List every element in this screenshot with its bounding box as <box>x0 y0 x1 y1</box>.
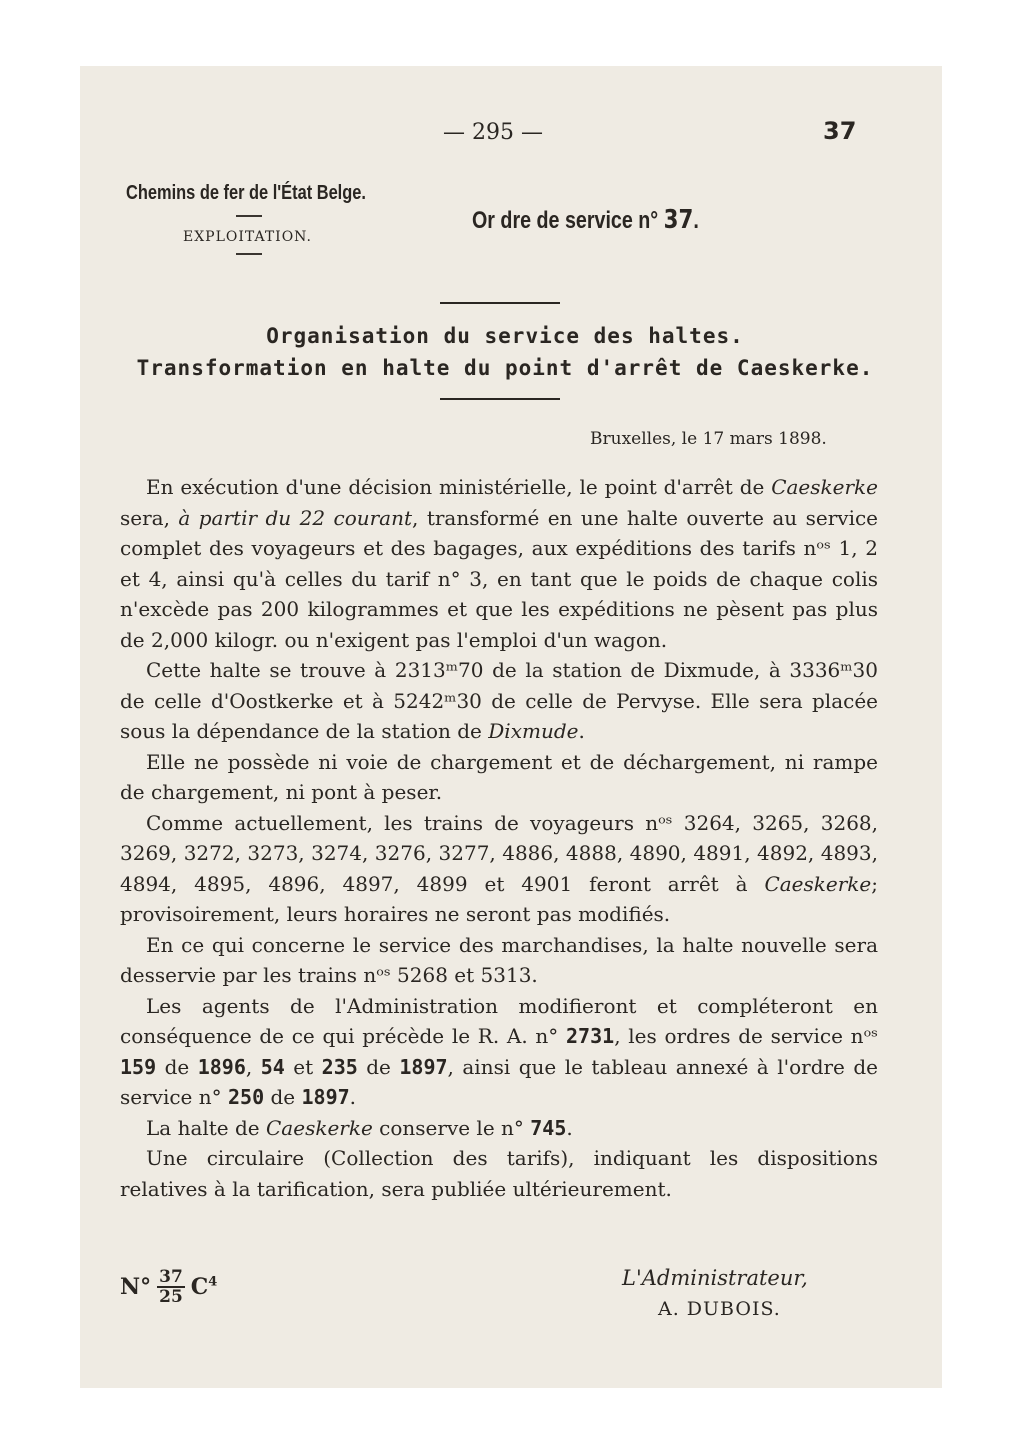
text-run: sera, <box>120 505 179 530</box>
order-number: 37 <box>663 205 694 235</box>
title-line-2: Transformation en halte du point d'arrêt de Caeskerke. <box>136 356 874 380</box>
reference-year: 1896 <box>197 1054 246 1079</box>
title-rule-top <box>440 302 560 304</box>
reference-number: 2731 <box>566 1024 615 1048</box>
signatory-name: A. DUBOIS. <box>658 1298 781 1320</box>
body-text <box>120 472 878 1204</box>
page-number: — 295 — <box>443 120 543 145</box>
order-label: Or dre de service n° <box>472 207 659 234</box>
reference-code <box>120 1268 217 1306</box>
signatory-title: L'Administrateur, <box>622 1266 808 1290</box>
text-run: En exécution d'une décision ministérielle, le point d'arrêt de <box>146 475 772 499</box>
text-run: La halte de <box>146 1115 266 1140</box>
reference-suffix <box>191 1274 218 1300</box>
effective-date: à partir du 22 courant <box>178 505 413 530</box>
fraction-denominator: 25 <box>159 1287 183 1307</box>
place-name: Dixmude <box>488 719 579 743</box>
text-run: ; provisoirement, leurs horaires ne seront pas modifiés. <box>120 871 878 926</box>
text-run: et <box>284 1054 322 1079</box>
paragraph-1 <box>120 472 878 655</box>
fraction-numerator: 37 <box>159 1267 183 1287</box>
paragraph-4 <box>120 808 878 930</box>
reference-number: 235 <box>321 1054 358 1079</box>
text-run: . <box>578 719 585 743</box>
text-run: , transformé en une halte ouverte au service complet des voyageurs et des bagages, aux expéditions des tarifs nᵒˢ 1, 2 et 4, ainsi qu'à celles du tarif n° 3, en tant que le poids de chaque colis n'excède pas 200 kilogrammes et que les expéditions ne pèsent pas plus de 2,000 kilogr. ou n'exigent pas l'emploi d'un wagon. <box>120 505 878 652</box>
organization-name: Chemins de fer de l'État Belge. <box>126 182 366 204</box>
paragraph-5: En ce qui concerne le service des marchandises, la halte nouvelle sera desservie par les trains nᵒˢ 5268 et 5313. <box>120 932 878 987</box>
reference-number: 159 <box>120 1054 157 1079</box>
paragraph-8: Une circulaire (Collection des tarifs), indiquant les dispositions relatives à la tarification, sera publiée ultérieurement. <box>120 1146 878 1201</box>
title-rule-bottom <box>440 398 560 400</box>
text-run: de <box>357 1054 400 1079</box>
title-line-1: Organisation du service des haltes. <box>266 324 744 348</box>
text-run: conserve le n° <box>372 1115 531 1140</box>
separator-dash <box>236 253 262 255</box>
reference-fraction <box>157 1268 185 1306</box>
reference-suffix-letter: C <box>190 1274 209 1300</box>
text-run: , ainsi que le tableau annexé à l'ordre de service n° <box>120 1054 879 1109</box>
reference-prefix: N° <box>120 1274 152 1300</box>
place-name: Caeskerke <box>266 1115 373 1140</box>
reference-suffix-sup: 4 <box>208 1274 218 1290</box>
order-heading <box>472 205 699 235</box>
text-run: , <box>245 1054 261 1079</box>
text-run: . <box>349 1085 357 1109</box>
order-suffix: . <box>693 207 699 234</box>
text-run: de <box>156 1054 198 1079</box>
text-run: , les ordres de service nᵒˢ <box>614 1024 879 1048</box>
place-name: Caeskerke <box>771 475 878 499</box>
paragraph-7 <box>120 1113 878 1144</box>
dateline: Bruxelles, le 17 mars 1898. <box>590 429 827 449</box>
text-run: de <box>264 1085 302 1109</box>
reference-year: 1897 <box>301 1085 350 1109</box>
text-run: Cette halte se trouve à 2313ᵐ70 de la station de Dixmude, à 3336ᵐ30 de celle d'Oostkerke et à 5242ᵐ30 de celle de Pervyse. Elle sera placée sous la dépendance de la station de <box>120 658 878 743</box>
text-run: . <box>566 1115 573 1140</box>
paragraph-2 <box>120 655 878 747</box>
reference-number: 54 <box>260 1054 285 1079</box>
text-run: Comme actuellement, les trains de voyageurs nᵒˢ 3264, 3265, 3268, 3269, 3272, 3273, 3274, 3276, 3277, 4886, 4888, 4890, 4891, 4892, 4893, 4894, 4895, 4896, 4897, 4899 et 4901 feront arrêt à <box>120 810 878 896</box>
page-tag: 37 <box>823 117 857 145</box>
place-name: Caeskerke <box>764 871 872 896</box>
separator-dash <box>236 215 262 217</box>
text-run: Les agents de l'Administration modifieront et compléteront en conséquence de ce qui précède le R. A. n° <box>120 993 878 1048</box>
paragraph-3: Elle ne possède ni voie de chargement et de déchargement, ni rampe de chargement, ni pont à peser. <box>120 749 878 804</box>
halt-number: 745 <box>530 1115 567 1140</box>
reference-number: 250 <box>228 1085 265 1109</box>
paragraph-6 <box>120 991 878 1113</box>
department-name: EXPLOITATION. <box>183 229 312 245</box>
reference-year: 1897 <box>399 1054 448 1079</box>
